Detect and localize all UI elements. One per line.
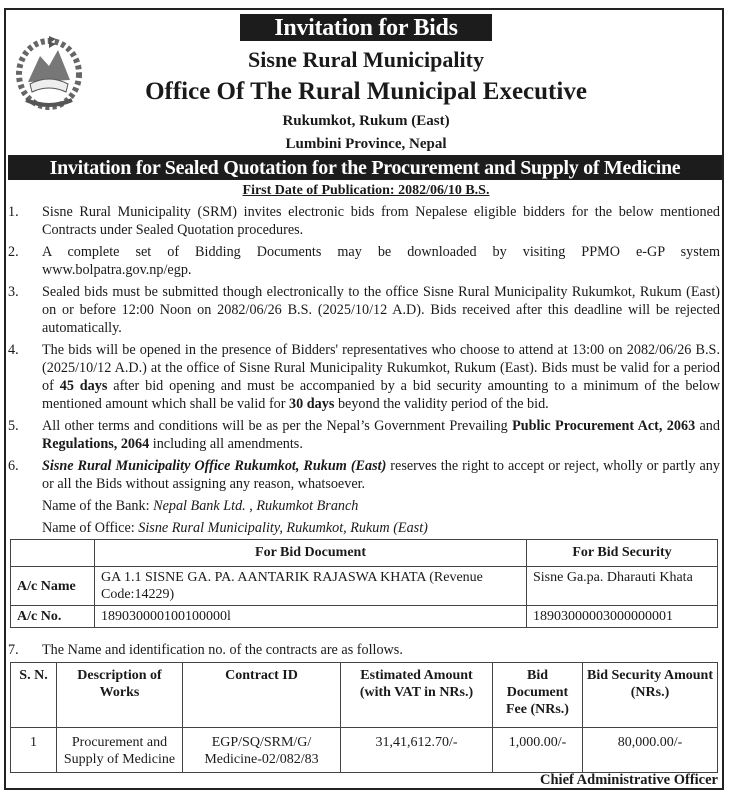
term-number: 7. xyxy=(8,642,19,658)
office-value: Sisne Rural Municipality, Rukumkot, Rukum (East) xyxy=(138,520,428,536)
account-name-doc: GA 1.1 SISNE GA. PA. AANTARIK RAJASWA KHATA (Revenue Code:14229) xyxy=(95,567,527,606)
term-text: Sisne Rural Municipality (SRM) invites electronic bids from Nepalese eligible bidders for the below mentioned Contracts under Sealed Quotation procedures. xyxy=(42,204,720,238)
header-cell: Bid Document Fee (NRs.) xyxy=(493,663,583,728)
term-number: 1. xyxy=(8,204,19,220)
header-cell: Bid Security Amount (NRs.) xyxy=(583,663,718,728)
term-text: including all amendments. xyxy=(149,436,303,452)
header-cell: For Bid Security xyxy=(527,540,718,567)
account-number-security: 18903000003000000001 xyxy=(527,606,718,628)
address-line-1: Rukumkot, Rukum (East) xyxy=(282,113,450,129)
contracts-table-header xyxy=(11,663,718,728)
term-text: reserves the right to accept or reject, wholly or partly any or all the Bids without assigning any reason, whatsoever. xyxy=(42,458,720,492)
estimated-amount: 31,41,612.70/- xyxy=(341,728,493,773)
office-reference: Sisne Rural Municipality Office Rukumkot, Rukum (East) xyxy=(42,458,387,474)
account-number-doc: 189030000100100000l xyxy=(95,606,527,628)
organization-name: Sisne Rural Municipality xyxy=(248,47,484,72)
header-cell: Contract ID xyxy=(183,663,341,728)
header-cell xyxy=(11,540,95,567)
bank-value: Nepal Bank Ltd. , Rukumkot Branch xyxy=(153,498,359,514)
office-name: Office Of The Rural Municipal Executive xyxy=(145,78,587,105)
bid-validity: 45 days xyxy=(59,378,108,394)
office-name-line xyxy=(42,519,720,537)
term-text: and xyxy=(695,418,720,434)
security-validity: 30 days xyxy=(289,396,335,412)
bank-label: Name of the Bank: xyxy=(42,498,154,514)
account-table xyxy=(10,539,718,628)
notice-title: Invitation for Bids xyxy=(240,14,492,41)
table-row xyxy=(11,567,718,606)
office-label: Name of Office: xyxy=(42,520,139,536)
term-text: Sealed bids must be submitted though electronically to the office Sisne Rural Municipality Rukumkot, Rukum (East) on or before 12:00 Noon on 2082/06/26 B.S. (2025/10/12 A.D). Bids received after this deadline will be rejected automatically. xyxy=(42,284,720,336)
term-number: 5. xyxy=(8,418,19,434)
row-label: A/c No. xyxy=(11,606,95,628)
work-description: Procurement and Supply of Medicine xyxy=(57,728,183,773)
table-row xyxy=(11,606,718,628)
egp-link[interactable]: www.bolpatra.gov.np/egp. xyxy=(42,262,192,278)
account-table-header xyxy=(11,540,718,567)
term-item xyxy=(8,243,720,279)
bid-document-fee: 1,000.00/- xyxy=(493,728,583,773)
serial-number: 1 xyxy=(11,728,57,773)
term-item xyxy=(8,457,720,493)
header-cell: For Bid Document xyxy=(95,540,527,567)
bank-name-line xyxy=(42,497,720,515)
row-label: A/c Name xyxy=(11,567,95,606)
term-number: 6. xyxy=(8,458,19,474)
regulation-reference: Regulations, 2064 xyxy=(42,436,150,452)
signatory: Chief Administrative Officer xyxy=(540,772,718,788)
term-item xyxy=(8,203,720,239)
terms-list xyxy=(8,203,720,541)
term-item-7 xyxy=(8,642,403,659)
account-name-security: Sisne Ga.pa. Dharauti Khata xyxy=(527,567,718,606)
term-text: after bid opening and must be accompanied by a bid security amounting to a minimum of the below mentioned amount which shall be valid for xyxy=(42,378,720,412)
term-text: The Name and identification no. of the contracts are as follows. xyxy=(42,642,403,658)
term-item xyxy=(8,341,720,413)
term-item xyxy=(8,283,720,337)
term-text: A complete set of Bidding Documents may be downloaded by visiting PPMO e-GP system xyxy=(42,244,720,260)
table-row xyxy=(11,728,718,773)
notice-subject-banner: Invitation for Sealed Quotation for the Procurement and Supply of Medicine xyxy=(8,155,722,180)
bid-security-amount: 80,000.00/- xyxy=(583,728,718,773)
term-number: 2. xyxy=(8,244,19,260)
contracts-table xyxy=(10,662,718,773)
term-text: The bids will be opened in the presence of Bidders' representatives who choose to attend at 13:00 on 2082/06/26 B.S. (2025/10/12 A.D.) at the office of Sisne Rural Municipality Rukumkot, Rukum (East). Bids must be valid for a period of xyxy=(42,342,720,394)
address-line-2: Lumbini Province, Nepal xyxy=(285,136,447,152)
term-text: All other terms and conditions will be as per the Nepal’s Government Prevailing xyxy=(42,418,513,434)
term-item xyxy=(8,417,720,453)
term-number: 4. xyxy=(8,342,19,358)
term-number: 3. xyxy=(8,284,19,300)
header-cell: Estimated Amount (with VAT in NRs.) xyxy=(341,663,493,728)
contract-id: EGP/SQ/SRM/G/ Medicine-02/082/83 xyxy=(183,728,341,773)
header-cell: S. N. xyxy=(11,663,57,728)
publication-date: First Date of Publication: 2082/06/10 B.S. xyxy=(242,183,490,198)
header-cell: Description of Works xyxy=(57,663,183,728)
term-text: beyond the validity period of the bid. xyxy=(334,396,549,412)
act-reference: Public Procurement Act, 2063 xyxy=(512,418,696,434)
